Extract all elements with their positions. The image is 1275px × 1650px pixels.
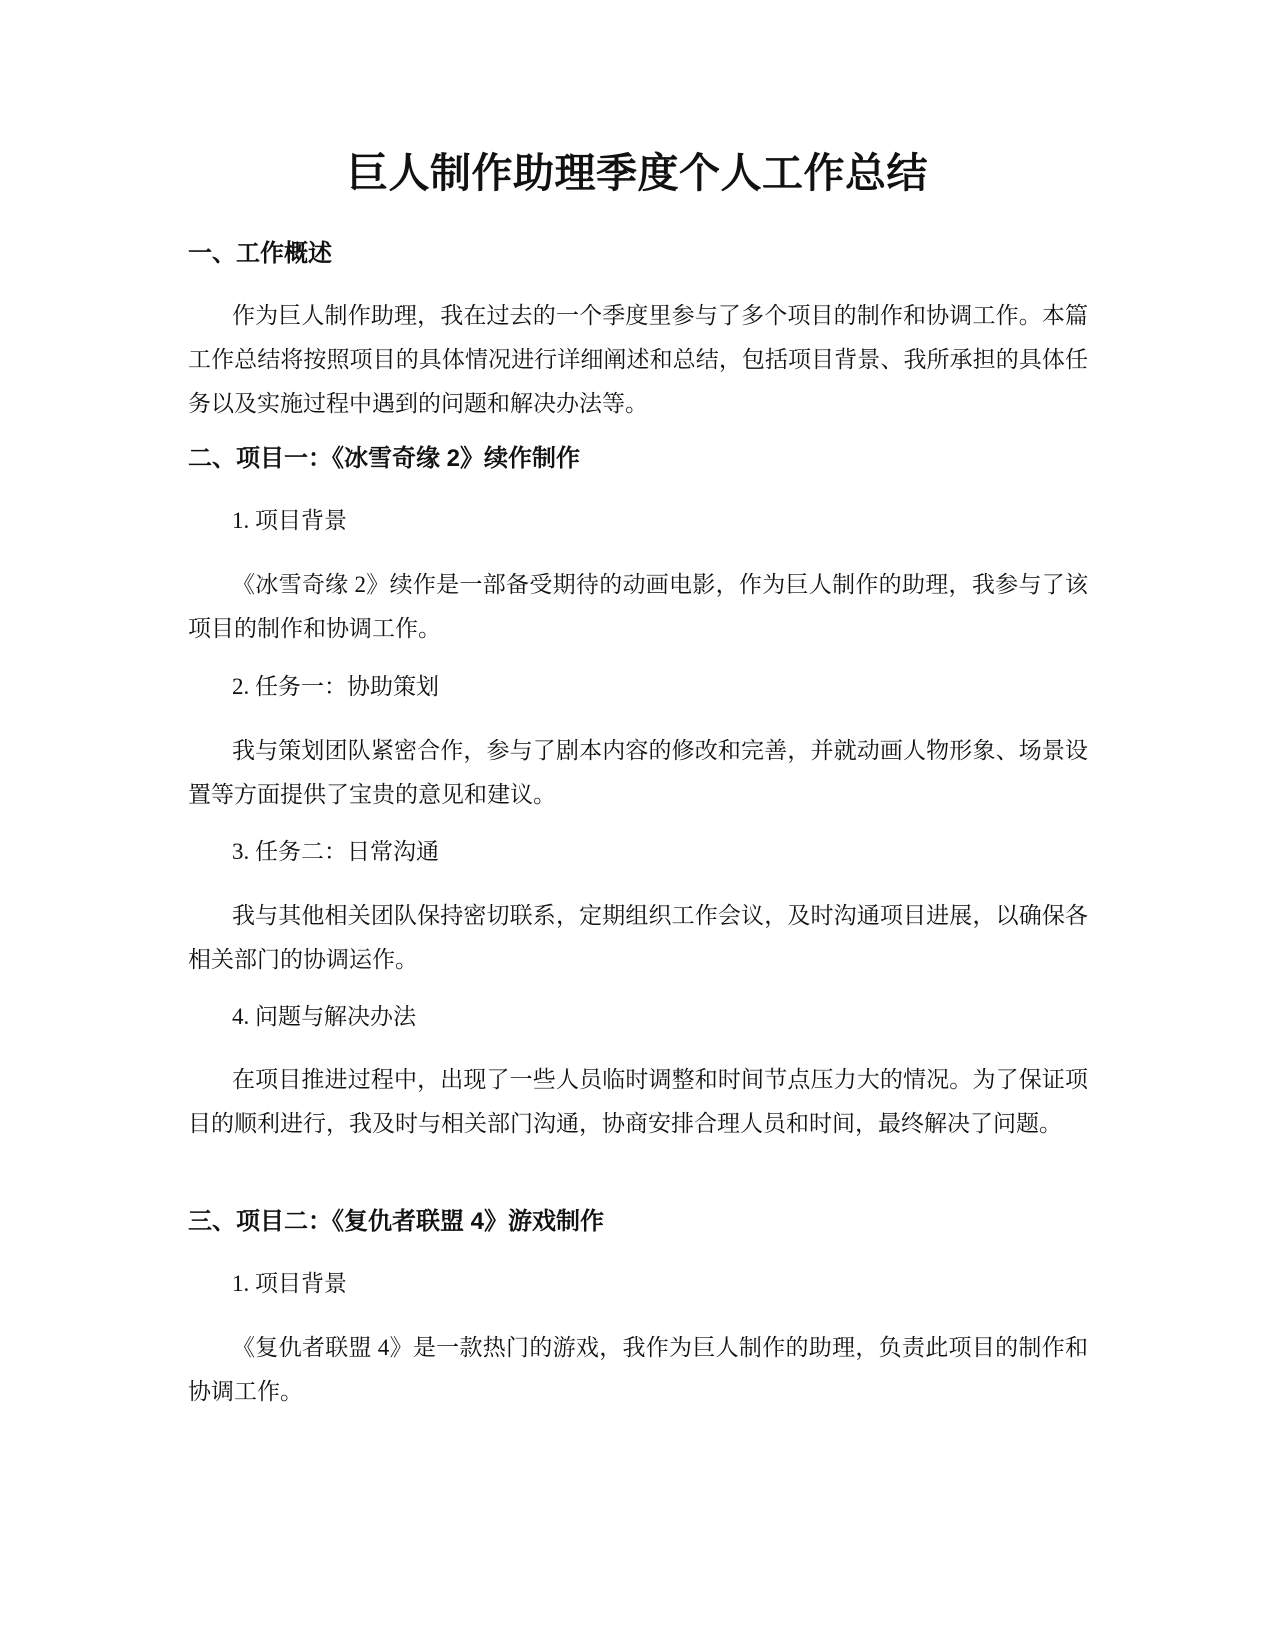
project-one-task1-text: 我与策划团队紧密合作，参与了剧本内容的修改和完善，并就动画人物形象、场景设置等方面提供了宝贵的意见和建议。: [188, 738, 1088, 807]
section-heading-project-one: 二、项目一：《冰雪奇缘 2》续作制作: [188, 445, 581, 472]
document-title: 巨人制作助理季度个人工作总结: [347, 150, 928, 196]
project-one-task1-label: 2. 任务一：协助策划: [232, 674, 439, 699]
project-one-issues-text: 在项目推进过程中，出现了一些人员临时调整和时间节点压力大的情况。为了保证项目的顺利进行，我及时与相关部门沟通，协商安排合理人员和时间，最终解决了问题。: [188, 1067, 1088, 1136]
section-heading-overview: 一、工作概述: [188, 240, 332, 267]
project-one-task2-label: 3. 任务二：日常沟通: [232, 839, 439, 864]
project-one-task2-text: 我与其他相关团队保持密切联系，定期组织工作会议，及时沟通项目进展，以确保各相关部门的协调运作。: [188, 903, 1088, 972]
project-one-background-label: 1. 项目背景: [232, 508, 347, 533]
overview-paragraph: 作为巨人制作助理，我在过去的一个季度里参与了多个项目的制作和协调工作。本篇工作总结将按照项目的具体情况进行详细阐述和总结，包括项目背景、我所承担的具体任务以及实施过程中遇到的问题和解决办法等。: [188, 303, 1088, 416]
project-one-issues-label: 4. 问题与解决办法: [232, 1004, 416, 1029]
section-heading-project-two: 三、项目二：《复仇者联盟 4》游戏制作: [188, 1208, 605, 1235]
project-two-background-text: 《复仇者联盟 4》是一款热门的游戏，我作为巨人制作的助理，负责此项目的制作和协调工作。: [188, 1335, 1088, 1404]
project-one-background-text: 《冰雪奇缘 2》续作是一部备受期待的动画电影，作为巨人制作的助理，我参与了该项目的制作和协调工作。: [188, 572, 1088, 641]
project-two-background-label: 1. 项目背景: [232, 1271, 347, 1296]
